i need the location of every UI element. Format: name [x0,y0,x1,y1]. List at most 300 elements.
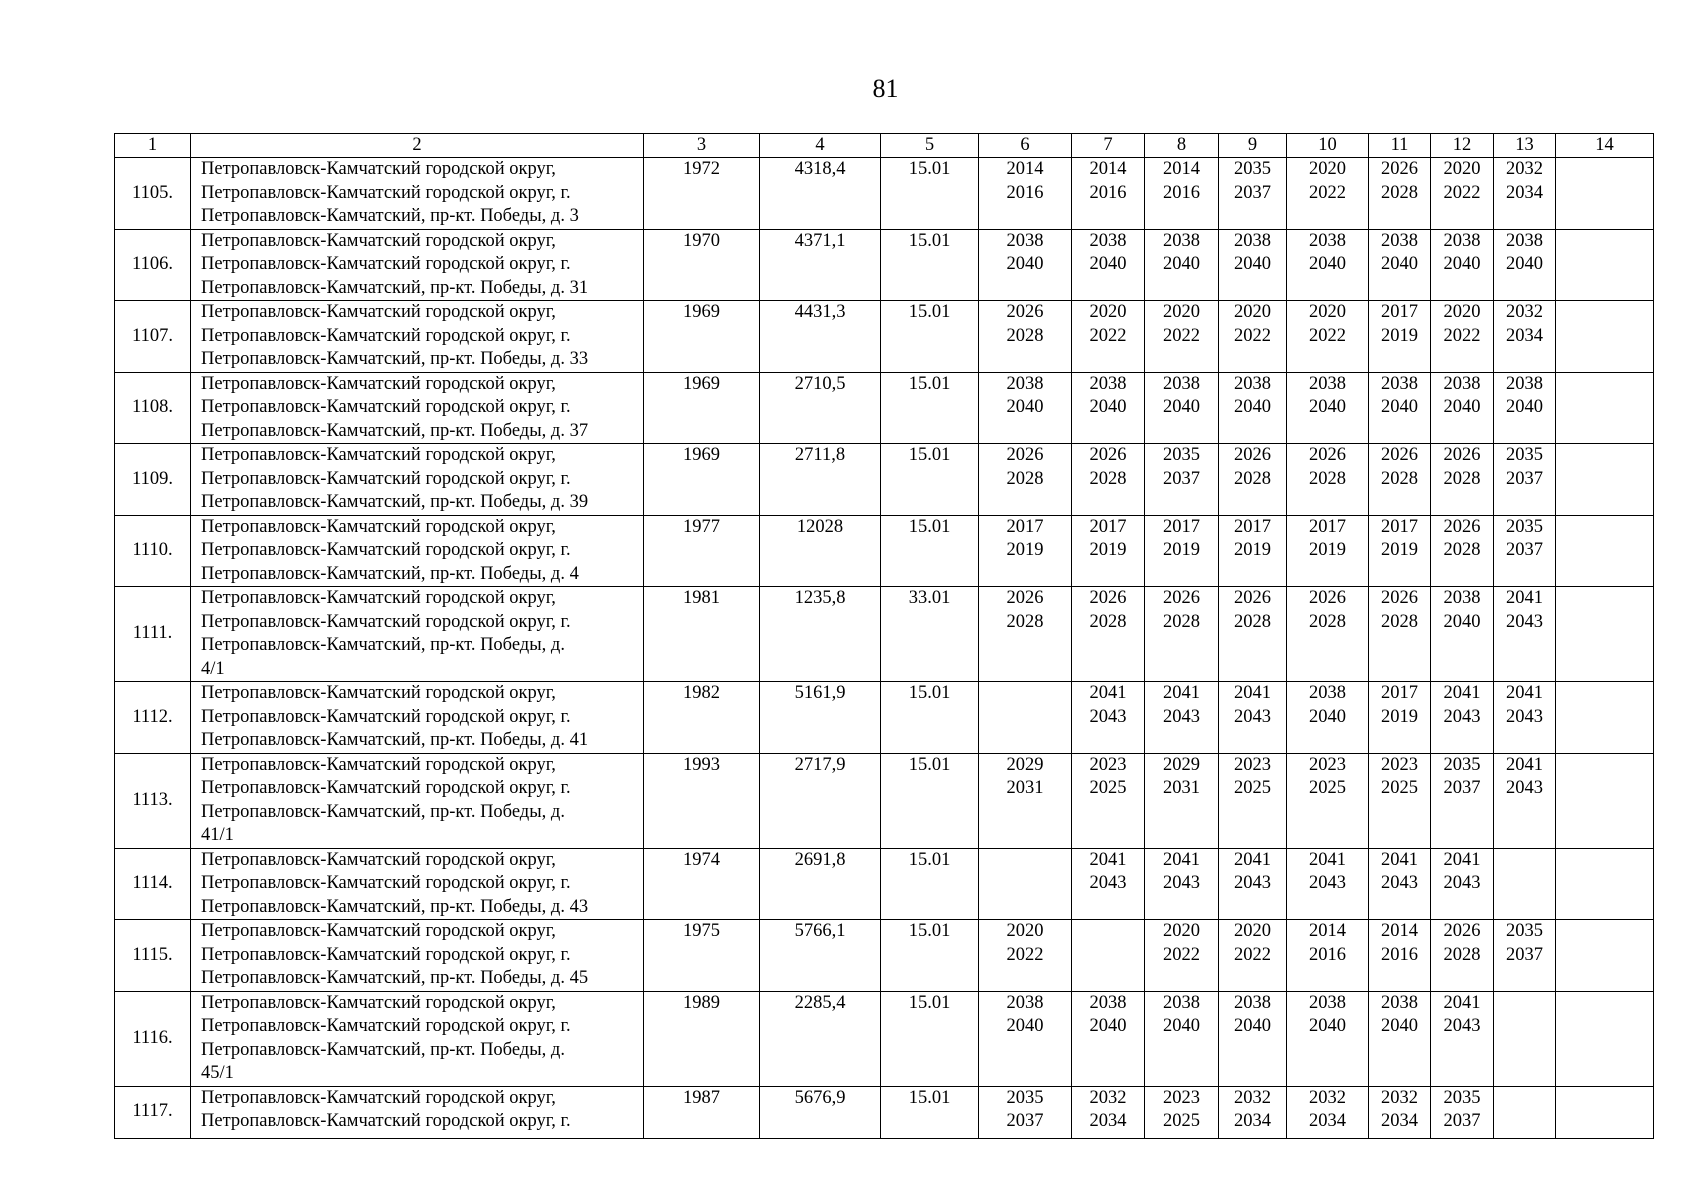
period-year: 2040 [1381,1016,1418,1036]
period-year: 2017 [1234,516,1271,537]
area-cell: 2285,4 [760,991,881,1086]
row-number-cell: 1111. [115,587,191,682]
period-year: 2040 [1506,397,1543,417]
row-number-cell: 1116. [115,991,191,1086]
table-row [115,753,1654,848]
table-row [115,1086,1654,1138]
period-cell [1556,587,1654,682]
period-year: 2035 [1006,1087,1044,1108]
code-cell: 15.01 [881,301,979,373]
row-number-cell: 1106. [115,229,191,301]
document-table [114,133,1654,1139]
code-cell: 15.01 [881,444,979,516]
header-cell: 5 [881,134,979,158]
period-year: 2040 [1309,706,1346,727]
period-year: 2032 [1381,1087,1418,1108]
period-year: 2041 [1443,849,1481,870]
period-cell [1287,158,1369,230]
area-cell: 5766,1 [760,920,881,992]
period-year: 2014 [1381,921,1418,941]
period-year: 2040 [1089,254,1127,274]
period-year: 2038 [1443,588,1481,608]
period-year: 2022 [1309,182,1346,203]
period-year: 2022 [1234,944,1271,965]
code-cell: 15.01 [881,158,979,230]
period-year: 2038 [1381,230,1418,251]
address-cell [191,372,644,444]
period-year: 2041 [1089,683,1127,703]
code-cell: 33.01 [881,587,979,682]
period-year: 2019 [1381,706,1418,727]
period-year: 2038 [1006,373,1044,394]
period-cell [1145,372,1219,444]
address-line: Петропавловск-Камчатский городской округ, [201,230,556,251]
period-year: 2028 [1443,944,1481,965]
period-year: 2028 [1309,611,1346,632]
page-number: 81 [872,74,899,103]
period-year: 2023 [1309,754,1346,775]
period-year: 2014 [1309,921,1346,941]
header-cell: 14 [1556,134,1654,158]
build-year-cell: 1969 [644,444,760,516]
address-line: Петропавловск-Камчатский городской округ, г. [201,468,571,489]
period-cell [1072,1086,1145,1138]
period-year: 2020 [1443,302,1481,322]
address-line: Петропавловск-Камчатский городской округ, [201,992,556,1013]
header-cell: 6 [979,134,1072,158]
period-year: 2043 [1506,706,1543,727]
period-year: 2037 [1506,540,1543,560]
period-year: 2016 [1163,182,1200,203]
period-year: 2019 [1381,540,1418,560]
address-line: Петропавловск-Камчатский, пр-кт. Победы, д. 4 [201,563,579,584]
period-year: 2034 [1089,1111,1127,1131]
build-year-cell: 1977 [644,515,760,587]
area-cell: 2691,8 [760,848,881,920]
period-cell [1287,515,1369,587]
period-cell [1369,444,1431,516]
period-cell [1431,372,1494,444]
period-year: 2028 [1381,182,1418,203]
period-year: 2017 [1309,516,1346,537]
period-year: 2023 [1089,754,1127,775]
period-cell [1219,753,1287,848]
period-year: 2026 [1006,302,1044,322]
period-year: 2028 [1006,611,1044,632]
header-cell: 13 [1494,134,1556,158]
period-year: 2038 [1309,683,1346,703]
period-year: 2041 [1443,683,1481,703]
period-year: 2019 [1006,540,1044,560]
period-cell [1219,444,1287,516]
period-cell [1369,682,1431,754]
period-year: 2026 [1006,445,1044,465]
period-cell [1369,848,1431,920]
address-line: Петропавловск-Камчатский городской округ, г. [201,944,571,965]
period-year: 2016 [1309,944,1346,965]
period-year: 2040 [1234,254,1271,274]
address-line: Петропавловск-Камчатский городской округ, г. [201,540,571,560]
address-cell [191,848,644,920]
period-cell [979,158,1072,230]
address-line: Петропавловск-Камчатский, пр-кт. Победы, д. 31 [201,277,589,298]
period-year: 2026 [1381,159,1418,179]
area-cell: 5676,9 [760,1086,881,1138]
period-cell [1556,1086,1654,1138]
period-cell [1072,991,1145,1086]
period-cell [1556,920,1654,992]
period-year: 2017 [1089,516,1127,537]
period-cell [1072,444,1145,516]
period-cell [1431,682,1494,754]
period-cell [1219,229,1287,301]
period-cell [1287,920,1369,992]
period-cell [979,515,1072,587]
period-year: 2040 [1234,1016,1271,1036]
header-cell: 9 [1219,134,1287,158]
period-year: 2020 [1234,921,1271,941]
period-cell [1556,372,1654,444]
build-year-cell: 1969 [644,301,760,373]
period-cell [1431,920,1494,992]
address-line: 41/1 [201,825,234,845]
period-cell [1072,301,1145,373]
table-row [115,515,1654,587]
period-cell [1494,848,1556,920]
period-year: 2025 [1163,1111,1200,1131]
area-cell: 2711,8 [760,444,881,516]
row-number-cell: 1112. [115,682,191,754]
code-cell: 15.01 [881,1086,979,1138]
period-year: 2037 [1006,1111,1044,1131]
period-year: 2040 [1309,397,1346,417]
period-year: 2028 [1234,468,1271,489]
period-year: 2035 [1506,445,1543,465]
build-year-cell: 1974 [644,848,760,920]
period-cell [1494,229,1556,301]
address-line: Петропавловск-Камчатский городской округ, г. [201,397,571,417]
period-year: 2022 [1443,325,1481,346]
address-line: Петропавловск-Камчатский городской округ, [201,373,556,394]
period-cell [1287,1086,1369,1138]
period-cell [1287,229,1369,301]
period-cell [1494,682,1556,754]
code-cell: 15.01 [881,372,979,444]
period-year: 2041 [1089,849,1127,870]
period-year: 2026 [1381,588,1418,608]
area-cell: 12028 [760,515,881,587]
address-line: Петропавловск-Камчатский городской округ, г. [201,1016,571,1036]
period-cell [1494,372,1556,444]
period-cell [1219,682,1287,754]
period-year: 2038 [1163,230,1200,251]
period-cell [1219,991,1287,1086]
address-cell [191,301,644,373]
period-year: 2038 [1309,992,1346,1013]
build-year-cell: 1969 [644,372,760,444]
period-year: 2037 [1234,182,1271,203]
period-year: 2038 [1089,373,1127,394]
period-year: 2026 [1443,516,1481,537]
period-year: 2020 [1443,159,1481,179]
build-year-cell: 1970 [644,229,760,301]
period-year: 2034 [1381,1111,1418,1131]
period-year: 2032 [1234,1087,1271,1108]
header-cell: 4 [760,134,881,158]
period-cell [1072,753,1145,848]
period-year: 2026 [1234,445,1271,465]
period-cell [1145,1086,1219,1138]
address-line: Петропавловск-Камчатский, пр-кт. Победы, д. [201,635,565,655]
period-year: 2043 [1234,706,1271,727]
period-year: 2017 [1006,516,1044,537]
address-line: Петропавловск-Камчатский городской округ, [201,1087,556,1108]
build-year-cell: 1972 [644,158,760,230]
header-cell: 8 [1145,134,1219,158]
period-year: 2043 [1506,611,1543,632]
period-cell [1072,920,1145,992]
address-cell [191,444,644,516]
period-year: 2016 [1381,944,1418,965]
period-year: 2038 [1089,230,1127,251]
period-cell [1219,587,1287,682]
period-year: 2041 [1234,683,1271,703]
address-line: Петропавловск-Камчатский, пр-кт. Победы, д. 39 [201,492,589,512]
period-year: 2043 [1381,873,1418,893]
period-year: 2040 [1506,254,1543,274]
period-year: 2038 [1006,230,1044,251]
period-year: 2020 [1006,921,1044,941]
period-cell [1556,682,1654,754]
period-year: 2025 [1234,778,1271,798]
period-year: 2041 [1506,588,1543,608]
period-cell [1431,301,1494,373]
row-number-cell: 1108. [115,372,191,444]
period-year: 2022 [1006,944,1044,965]
period-year: 2028 [1381,468,1418,489]
period-cell [1369,920,1431,992]
period-year: 2040 [1163,397,1200,417]
period-year: 2020 [1309,302,1346,322]
period-year: 2016 [1089,182,1127,203]
period-year: 2026 [1381,445,1418,465]
period-cell [1145,848,1219,920]
period-year: 2040 [1381,397,1418,417]
period-year: 2043 [1234,873,1271,893]
table-row [115,848,1654,920]
period-cell [1494,753,1556,848]
period-year: 2020 [1163,302,1200,322]
period-year: 2037 [1506,944,1543,965]
period-cell [1556,301,1654,373]
period-year: 2043 [1506,778,1543,798]
period-year: 2037 [1443,1111,1481,1131]
code-cell: 15.01 [881,682,979,754]
period-cell [1145,920,1219,992]
period-cell [1431,1086,1494,1138]
header-cell: 10 [1287,134,1369,158]
header-row [115,134,1654,158]
period-year: 2040 [1006,254,1044,274]
table-row [115,991,1654,1086]
header-cell: 3 [644,134,760,158]
period-cell [1431,444,1494,516]
period-cell [1494,158,1556,230]
period-cell [1369,587,1431,682]
period-year: 2041 [1309,849,1346,870]
period-year: 2038 [1309,373,1346,394]
period-cell [1556,229,1654,301]
period-cell [1145,158,1219,230]
period-year: 2037 [1163,468,1200,489]
period-year: 2022 [1163,944,1200,965]
period-year: 2032 [1506,159,1543,179]
period-year: 2038 [1309,230,1346,251]
address-line: Петропавловск-Камчатский городской округ, г. [201,873,571,893]
period-year: 2035 [1443,1087,1481,1108]
period-cell [1494,1086,1556,1138]
period-year: 2028 [1163,611,1200,632]
period-cell [1145,991,1219,1086]
period-year: 2038 [1234,373,1271,394]
period-year: 2028 [1234,611,1271,632]
period-year: 2020 [1234,302,1271,322]
period-cell [1072,158,1145,230]
period-year: 2040 [1443,611,1481,632]
period-year: 2016 [1006,182,1044,203]
code-cell: 15.01 [881,991,979,1086]
address-line: Петропавловск-Камчатский городской округ, [201,159,556,179]
row-number-cell: 1110. [115,515,191,587]
area-cell: 4431,3 [760,301,881,373]
period-year: 2035 [1234,159,1271,179]
period-cell [979,848,1072,920]
period-cell [1556,753,1654,848]
period-year: 2026 [1089,588,1127,608]
address-line: Петропавловск-Камчатский, пр-кт. Победы, д. 45 [201,968,589,988]
build-year-cell: 1993 [644,753,760,848]
period-year: 2028 [1089,468,1127,489]
period-year: 2022 [1089,325,1127,346]
period-year: 2041 [1506,683,1543,703]
address-cell [191,515,644,587]
period-cell [1556,158,1654,230]
period-cell [1369,158,1431,230]
address-line: Петропавловск-Камчатский, пр-кт. Победы, д. [201,1039,565,1060]
address-cell [191,753,644,848]
period-cell [979,301,1072,373]
period-year: 2040 [1443,397,1481,417]
period-cell [1556,515,1654,587]
period-cell [1369,372,1431,444]
period-cell [1219,848,1287,920]
period-year: 2029 [1163,754,1200,775]
period-year: 2041 [1381,849,1418,870]
period-year: 2035 [1506,921,1543,941]
period-cell [1072,515,1145,587]
period-cell [1369,229,1431,301]
period-year: 2038 [1506,230,1543,251]
address-line: Петропавловск-Камчатский городской округ, г. [201,325,571,346]
row-number-cell: 1113. [115,753,191,848]
period-year: 2037 [1506,468,1543,489]
build-year-cell: 1989 [644,991,760,1086]
period-cell [1556,444,1654,516]
period-cell [979,229,1072,301]
period-cell [1219,920,1287,992]
period-cell [1431,158,1494,230]
address-line: Петропавловск-Камчатский городской округ, г. [201,254,571,274]
period-year: 2023 [1234,754,1271,775]
area-cell: 4371,1 [760,229,881,301]
period-year: 2043 [1443,1016,1481,1036]
period-cell [1431,229,1494,301]
address-cell [191,1086,644,1138]
period-cell [1431,991,1494,1086]
address-line: Петропавловск-Камчатский, пр-кт. Победы, д. 37 [201,420,589,441]
address-line: Петропавловск-Камчатский городской округ, [201,302,556,322]
table-row [115,301,1654,373]
address-line: Петропавловск-Камчатский городской округ, г. [201,1111,571,1131]
table-row [115,444,1654,516]
address-cell [191,920,644,992]
period-year: 2026 [1163,588,1200,608]
area-cell: 2710,5 [760,372,881,444]
period-year: 2040 [1089,1016,1127,1036]
row-number-cell: 1117. [115,1086,191,1138]
period-year: 2032 [1506,302,1543,322]
period-cell [1145,444,1219,516]
header-cell: 11 [1369,134,1431,158]
period-year: 2038 [1506,373,1543,394]
period-cell [1072,848,1145,920]
address-cell [191,229,644,301]
period-year: 2040 [1443,254,1481,274]
period-year: 2043 [1163,706,1200,727]
period-cell [1145,753,1219,848]
period-year: 2019 [1163,540,1200,560]
period-year: 2020 [1309,159,1346,179]
period-year: 2014 [1089,159,1127,179]
period-year: 2040 [1234,397,1271,417]
period-year: 2026 [1006,588,1044,608]
period-year: 2023 [1163,1087,1200,1108]
period-cell [1287,753,1369,848]
period-cell [1287,682,1369,754]
address-line: Петропавловск-Камчатский, пр-кт. Победы, д. 33 [201,349,589,369]
period-cell [1072,587,1145,682]
build-year-cell: 1975 [644,920,760,992]
period-cell [1072,229,1145,301]
period-year: 2028 [1443,468,1481,489]
address-line: Петропавловск-Камчатский городской округ, [201,683,556,703]
period-cell [1145,229,1219,301]
period-year: 2040 [1006,397,1044,417]
period-cell [1219,515,1287,587]
period-year: 2017 [1381,516,1418,537]
code-cell: 15.01 [881,848,979,920]
period-year: 2034 [1506,325,1543,346]
row-number-cell: 1114. [115,848,191,920]
period-year: 2041 [1163,683,1200,703]
header-cell: 12 [1431,134,1494,158]
period-cell [1287,301,1369,373]
period-cell [1494,587,1556,682]
period-year: 2028 [1089,611,1127,632]
address-line: Петропавловск-Камчатский, пр-кт. Победы, д. 43 [201,896,589,917]
period-year: 2022 [1163,325,1200,346]
period-year: 2038 [1234,230,1271,251]
